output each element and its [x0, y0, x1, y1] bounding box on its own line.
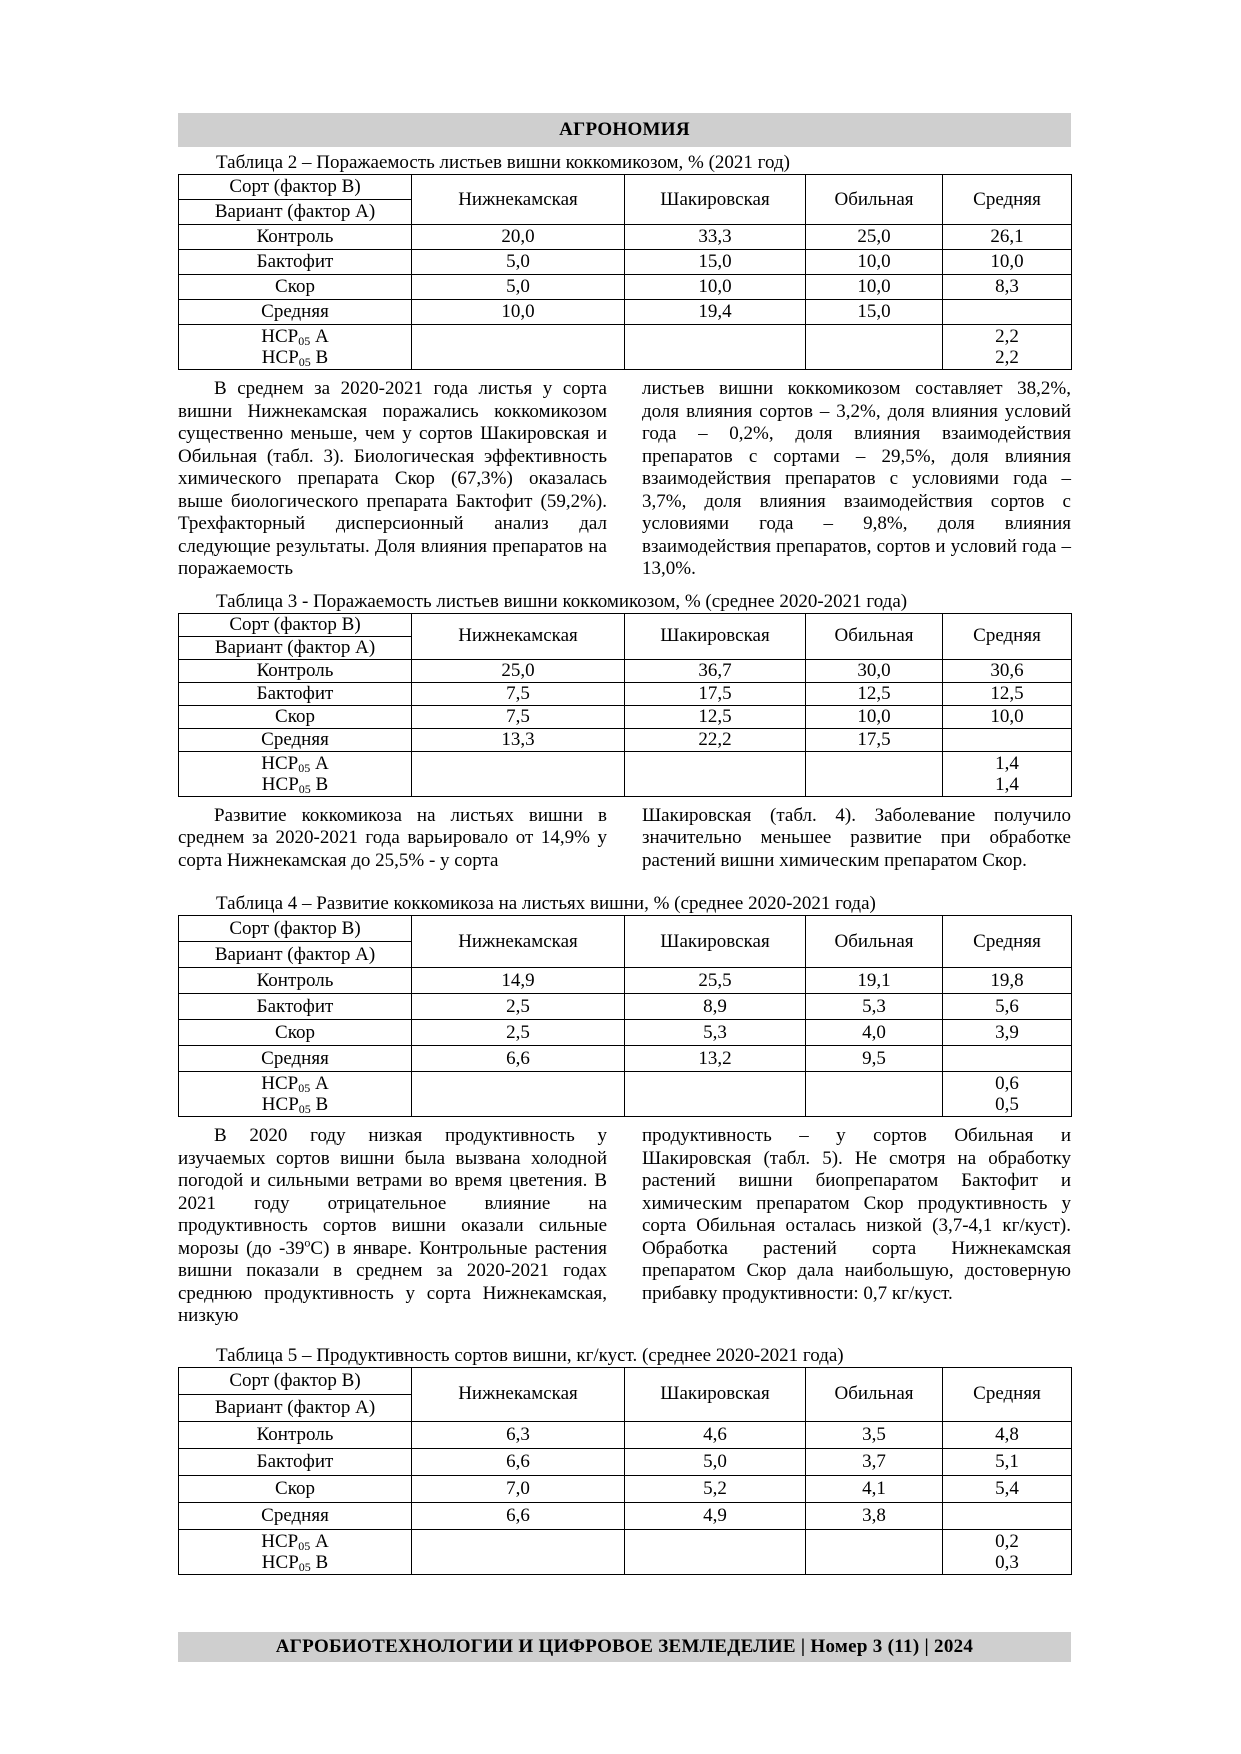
table-row [179, 1502, 1072, 1529]
hcp-values [943, 1529, 1072, 1574]
text-block-3 [178, 1125, 1071, 1328]
hcp-values [943, 751, 1072, 796]
table-cell: 12,5 [806, 682, 943, 705]
table-cell: 6,6 [412, 1448, 625, 1475]
row-label: Скор [179, 1475, 412, 1502]
header-factor-a: Вариант (фактор А) [179, 200, 412, 225]
table-cell: 17,5 [625, 682, 806, 705]
table2-grid [178, 174, 1072, 370]
hcp-label-b [183, 1094, 407, 1115]
section-header: АГРОНОМИЯ [178, 113, 1071, 147]
table-cell: 19,1 [806, 968, 943, 994]
column-header: Средняя [943, 916, 1072, 968]
table-cell: 10,0 [943, 705, 1072, 728]
column-header: Обильная [806, 175, 943, 225]
table-cell: 4,0 [806, 1020, 943, 1046]
page-content [178, 113, 1071, 1575]
hcp-value: 2,2 [995, 326, 1019, 347]
table-cell: 25,5 [625, 968, 806, 994]
header-factor-a: Вариант (фактор А) [179, 1394, 412, 1421]
table-row [179, 225, 1072, 250]
hcp-subscript: 05 [298, 334, 311, 348]
text-block-2 [178, 805, 1071, 873]
table-row [179, 275, 1072, 300]
table-cell: 5,3 [625, 1020, 806, 1046]
hcp-label [179, 1072, 412, 1117]
table3-grid [178, 613, 1072, 797]
table-cell: 13,2 [625, 1046, 806, 1072]
empty-cell [625, 1072, 806, 1117]
row-label: Средняя [179, 300, 412, 325]
hcp-subscript: 05 [298, 1559, 311, 1574]
table-row [179, 1448, 1072, 1475]
hcp-label-a [183, 326, 407, 347]
table-cell: 20,0 [412, 225, 625, 250]
header-factor-a: Вариант (фактор А) [179, 636, 412, 659]
table-cell: 10,0 [806, 250, 943, 275]
table-cell: 12,5 [943, 682, 1072, 705]
hcp-factor: А [310, 1530, 329, 1552]
empty-cell [412, 1072, 625, 1117]
header-factor-b: Сорт (фактор В) [179, 613, 412, 636]
hcp-row [179, 751, 1072, 796]
table-cell: 26,1 [943, 225, 1072, 250]
column-header: Средняя [943, 175, 1072, 225]
hcp-subscript: 05 [298, 1102, 311, 1116]
header-factor-a: Вариант (фактор А) [179, 942, 412, 968]
hcp-factor: В [310, 1551, 329, 1573]
column-header: Обильная [806, 916, 943, 968]
column-header: Нижнекамская [412, 175, 625, 225]
row-label: Бактофит [179, 250, 412, 275]
empty-cell [806, 751, 943, 796]
hcp-label [179, 751, 412, 796]
column-header: Нижнекамская [412, 613, 625, 659]
table-2 [178, 174, 1071, 370]
table-cell: 19,4 [625, 300, 806, 325]
column-header: Обильная [806, 613, 943, 659]
table-row [179, 1046, 1072, 1072]
table-cell [943, 728, 1072, 751]
row-label: Контроль [179, 1421, 412, 1448]
table-cell: 10,0 [412, 300, 625, 325]
hcp-factor: В [310, 773, 329, 795]
empty-cell [412, 751, 625, 796]
table-cell: 5,6 [943, 994, 1072, 1020]
hcp-factor: А [310, 1073, 329, 1094]
table-cell [943, 1046, 1072, 1072]
text-2-right: Шакировская (табл. 4). Заболевание получило значительно меньшее развитие при обработке растений вишни химическим препаратом Скор. [642, 804, 1071, 871]
table-cell: 13,3 [412, 728, 625, 751]
table-cell: 7,5 [412, 705, 625, 728]
table-cell: 2,5 [412, 1020, 625, 1046]
table-cell: 9,5 [806, 1046, 943, 1072]
hcp-factor: В [310, 1094, 329, 1115]
text-3-left-part-1: В 2020 году низкая продуктивность у изучаемых сортов вишни была вызвана холодной погодой и сильными ветрами во время цветения. В 2021 году отрицательное влияние на продуктивность сортов вишни оказали сильные морозы (до -39 [178, 1125, 607, 1259]
table-cell: 8,9 [625, 994, 806, 1020]
table-cell: 19,8 [943, 968, 1072, 994]
hcp-values [943, 325, 1072, 370]
table-row [179, 1475, 1072, 1502]
hcp-prefix: НСР [261, 1094, 299, 1115]
text-block-1 [178, 378, 1071, 581]
table-cell: 15,0 [625, 250, 806, 275]
table-2-caption: Таблица 2 – Поражаемость листьев вишни коккомикозом, % (2021 год) [216, 152, 790, 173]
empty-cell [625, 1529, 806, 1574]
table-5 [178, 1367, 1071, 1575]
row-label: Скор [179, 275, 412, 300]
table-cell: 2,5 [412, 994, 625, 1020]
table-row [179, 659, 1072, 682]
table-cell: 4,8 [943, 1421, 1072, 1448]
hcp-label-b [183, 1552, 407, 1573]
table-cell: 3,7 [806, 1448, 943, 1475]
row-label: Бактофит [179, 994, 412, 1020]
hcp-label-b [183, 774, 407, 795]
hcp-value: 0,6 [995, 1073, 1019, 1094]
table-cell: 5,0 [625, 1448, 806, 1475]
empty-cell [806, 1072, 943, 1117]
table-3 [178, 613, 1071, 797]
hcp-label-b [183, 347, 407, 368]
table-cell: 22,2 [625, 728, 806, 751]
row-label: Контроль [179, 968, 412, 994]
hcp-label-a [183, 753, 407, 774]
column-header: Обильная [806, 1367, 943, 1421]
table-row [179, 994, 1072, 1020]
table-row [179, 250, 1072, 275]
table-cell: 6,3 [412, 1421, 625, 1448]
table-cell: 4,9 [625, 1502, 806, 1529]
hcp-row [179, 1529, 1072, 1574]
table-4 [178, 915, 1071, 1117]
journal-footer [178, 1632, 1071, 1662]
table-cell: 30,0 [806, 659, 943, 682]
table-row [179, 728, 1072, 751]
table-cell: 17,5 [806, 728, 943, 751]
table4-grid [178, 915, 1072, 1117]
header-factor-b: Сорт (фактор В) [179, 1367, 412, 1394]
table-cell: 5,3 [806, 994, 943, 1020]
hcp-label-a [183, 1531, 407, 1552]
column-header: Средняя [943, 613, 1072, 659]
table-cell: 25,0 [806, 225, 943, 250]
table-cell: 10,0 [943, 250, 1072, 275]
table-cell: 3,9 [943, 1020, 1072, 1046]
table-cell [943, 300, 1072, 325]
hcp-row [179, 325, 1072, 370]
text-2-left: Развитие коккомикоза на листьях вишни в среднем за 2020-2021 года варьировало от 14,9% у сорта Нижнекамская до 25,5% - у сорта [178, 804, 607, 871]
empty-cell [412, 1529, 625, 1574]
hcp-value: 1,4 [995, 752, 1019, 774]
hcp-label [179, 325, 412, 370]
hcp-value: 2,2 [995, 347, 1019, 368]
table-cell: 15,0 [806, 300, 943, 325]
column-header: Нижнекамская [412, 916, 625, 968]
hcp-prefix: НСР [261, 1530, 299, 1552]
column-header: Шакировская [625, 175, 806, 225]
hcp-value: 1,4 [995, 773, 1019, 795]
table-cell: 3,5 [806, 1421, 943, 1448]
column-header: Шакировская [625, 1367, 806, 1421]
hcp-prefix: НСР [261, 1551, 299, 1573]
table-cell: 5,1 [943, 1448, 1072, 1475]
row-label: Контроль [179, 225, 412, 250]
hcp-factor: А [310, 752, 329, 774]
header-factor-b: Сорт (фактор В) [179, 175, 412, 200]
table-cell: 8,3 [943, 275, 1072, 300]
degree-mark: о [304, 1235, 311, 1250]
hcp-prefix: НСР [261, 752, 299, 774]
table-cell: 7,0 [412, 1475, 625, 1502]
hcp-label-a [183, 1073, 407, 1094]
table-row [179, 1020, 1072, 1046]
table-cell: 4,6 [625, 1421, 806, 1448]
text-3-left-part-2: С) в январе. Контрольные растения вишни показали в среднем за 2020-2021 годах среднюю продуктивность у сорта Нижнекамская, низкую [178, 1237, 607, 1326]
table-cell: 10,0 [625, 275, 806, 300]
hcp-values [943, 1072, 1072, 1117]
table-cell: 12,5 [625, 705, 806, 728]
hcp-factor: А [310, 326, 329, 347]
table5-grid [178, 1367, 1072, 1575]
table-cell: 10,0 [806, 275, 943, 300]
table-cell: 14,9 [412, 968, 625, 994]
hcp-prefix: НСР [261, 773, 299, 795]
table-cell: 5,0 [412, 250, 625, 275]
text-1-right: листьев вишни коккомикозом составляет 38,2%, доля влияния сортов – 3,2%, доля влияния условий года – 0,2%, доля влияния взаимодействия препаратов с сортами – 29,5%, доля влияния взаимодействия препаратов с условиями года – 3,7%, доля влияния взаимодействия сортов с условиями года – 9,8%, доля влияния взаимодействия препаратов, сортов и условий года – 13,0%. [642, 378, 1071, 579]
table-3-caption: Таблица 3 - Поражаемость листьев вишни коккомикозом, % (среднее 2020-2021 года) [216, 590, 908, 612]
row-label: Контроль [179, 659, 412, 682]
table-cell [943, 1502, 1072, 1529]
table-row [179, 968, 1072, 994]
hcp-value: 0,3 [995, 1551, 1019, 1573]
table-5-caption: Таблица 5 – Продуктивность сортов вишни, кг/куст. (среднее 2020-2021 года) [216, 1344, 844, 1366]
row-label: Средняя [179, 1502, 412, 1529]
table-cell: 7,5 [412, 682, 625, 705]
table-cell: 30,6 [943, 659, 1072, 682]
row-label: Средняя [179, 728, 412, 751]
empty-cell [806, 325, 943, 370]
table-cell: 6,6 [412, 1502, 625, 1529]
hcp-prefix: НСР [261, 1073, 299, 1094]
row-label: Средняя [179, 1046, 412, 1072]
text-1-left: В среднем за 2020-2021 года листья у сорта вишни Нижнекамская поражались коккомикозом существенно меньше, чем у сортов Шакировская и Обильная (табл. 3). Биологическая эффективность химического препарата Скор (67,3%) оказалась выше биологического препарата Бактофит (59,2%). Трехфакторный дисперсионный анализ дал следующие результаты. Доля влияния препаратов на поражаемость [178, 378, 607, 579]
column-header: Нижнекамская [412, 1367, 625, 1421]
table-row [179, 300, 1072, 325]
header-factor-b: Сорт (фактор В) [179, 916, 412, 942]
hcp-prefix: НСР [261, 326, 299, 347]
hcp-subscript: 05 [298, 781, 311, 796]
table-4-caption: Таблица 4 – Развитие коккомикоза на листьях вишни, % (среднее 2020-2021 года) [216, 893, 876, 914]
row-label: Бактофит [179, 1448, 412, 1475]
row-label: Бактофит [179, 682, 412, 705]
hcp-subscript: 05 [298, 355, 311, 369]
text-3-right: продуктивность – у сортов Обильная и Шакировская (табл. 5). Не смотря на обработку растений вишни биопрепаратом Бактофит и химическим препаратом Скор продуктивность у сорта Обильная осталась низкой (3,7-4,1 кг/куст). Обработка растений сорта Нижнекамская препаратом Скор дала наибольшую, достоверную прибавку продуктивности: 0,7 кг/куст. [642, 1125, 1071, 1304]
table-row [179, 1421, 1072, 1448]
text-3-left [178, 1125, 607, 1328]
column-header: Средняя [943, 1367, 1072, 1421]
table-cell: 36,7 [625, 659, 806, 682]
footer-band: АГРОБИОТЕХНОЛОГИИ И ЦИФРОВОЕ ЗЕМЛЕДЕЛИЕ | Номер 3 (11) | 2024 [178, 1632, 1071, 1662]
hcp-label [179, 1529, 412, 1574]
table-cell: 3,8 [806, 1502, 943, 1529]
hcp-row [179, 1072, 1072, 1117]
table-cell: 5,2 [625, 1475, 806, 1502]
table-cell: 33,3 [625, 225, 806, 250]
empty-cell [625, 751, 806, 796]
row-label: Скор [179, 1020, 412, 1046]
table-cell: 25,0 [412, 659, 625, 682]
hcp-subscript: 05 [298, 760, 311, 775]
table-row [179, 682, 1072, 705]
column-header: Шакировская [625, 916, 806, 968]
table-cell: 4,1 [806, 1475, 943, 1502]
empty-cell [412, 325, 625, 370]
hcp-prefix: НСР [261, 347, 299, 368]
hcp-value: 0,5 [995, 1094, 1019, 1115]
hcp-subscript: 05 [298, 1538, 311, 1553]
empty-cell [625, 325, 806, 370]
hcp-factor: В [310, 347, 329, 368]
row-label: Скор [179, 705, 412, 728]
table-row [179, 705, 1072, 728]
table-cell: 5,0 [412, 275, 625, 300]
empty-cell [806, 1529, 943, 1574]
table-cell: 6,6 [412, 1046, 625, 1072]
column-header: Шакировская [625, 613, 806, 659]
table-cell: 10,0 [806, 705, 943, 728]
hcp-subscript: 05 [298, 1081, 311, 1095]
table-cell: 5,4 [943, 1475, 1072, 1502]
hcp-value: 0,2 [995, 1530, 1019, 1552]
